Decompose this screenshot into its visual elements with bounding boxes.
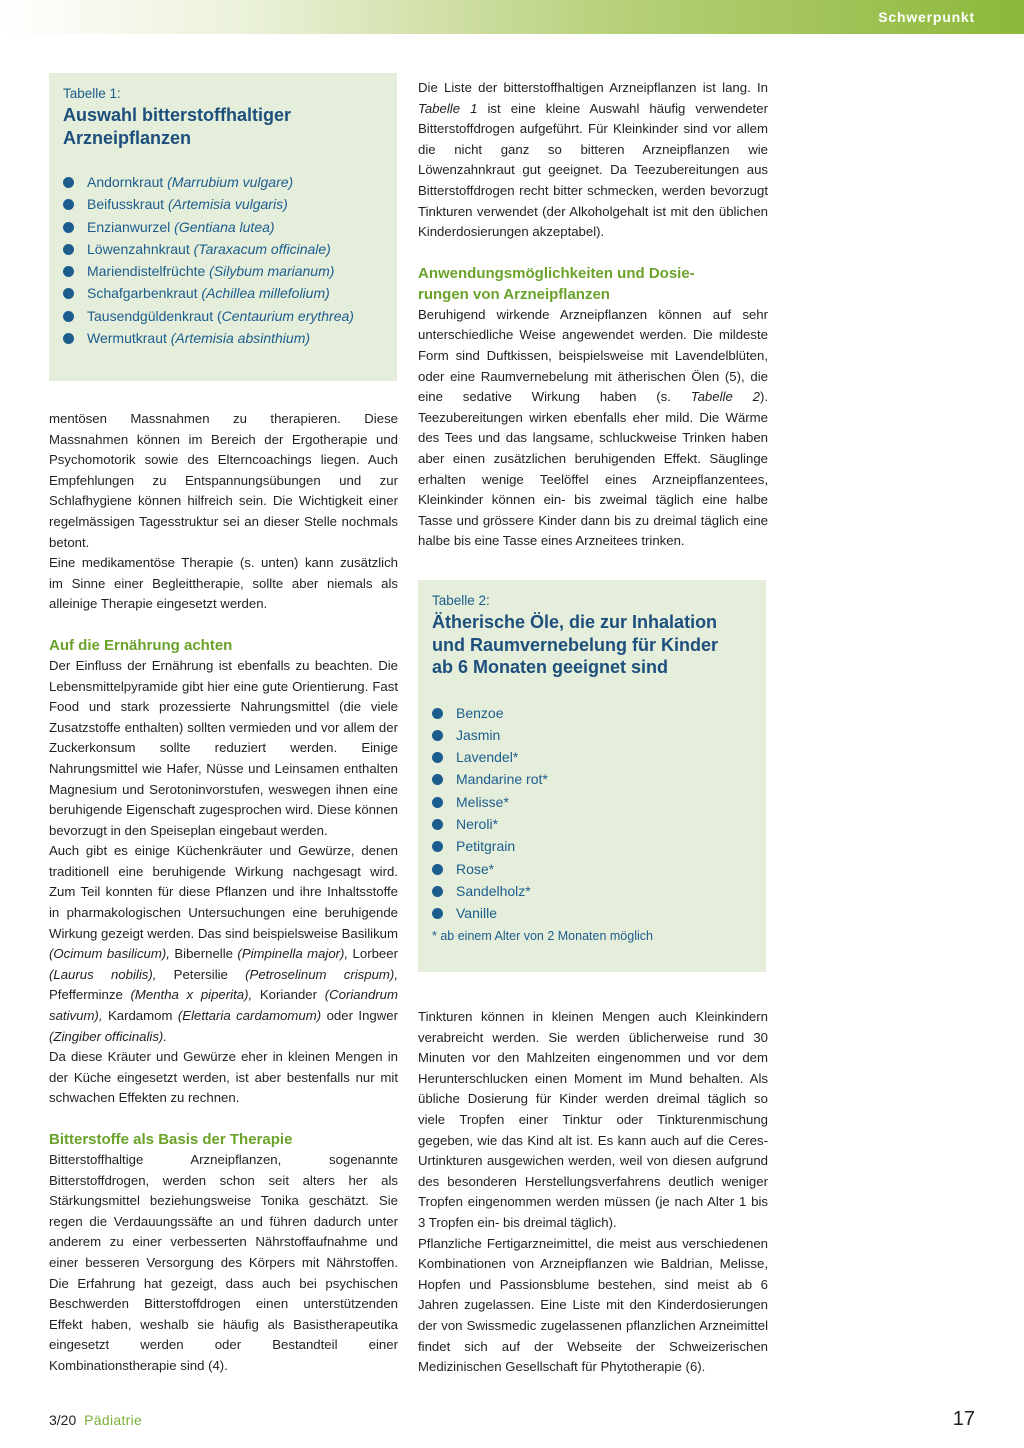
paragraph: Da diese Kräuter und Gewürze eher in kleinen Mengen in der Küche eingesetzt werden, ist aber bestenfalls nur mit schwachen Effekten zu rechnen. xyxy=(49,1049,398,1106)
bullet-icon xyxy=(63,222,74,233)
table-2-item: Jasmin xyxy=(432,724,752,746)
paragraph: mentösen Massnahmen zu therapieren. Diese Massnahmen können im Bereich der Ergotherapie und Psychomotorik sowie des Elterncoachings liegen. Auch Empfehlungen zu Entspannungsübungen und zur Schlafhygiene können hilfreich sein. Die Wichtigkeit einer regelmässigen Tagesstruktur sei an dieser Stelle nochmals betont. xyxy=(49,411,398,550)
bullet-icon xyxy=(63,288,74,299)
bullet-icon xyxy=(432,819,443,830)
bullet-icon xyxy=(63,177,74,188)
heading-ernaehrung: Auf die Ernährung achten xyxy=(49,636,233,654)
bullet-icon xyxy=(432,864,443,875)
table-2-item: Vanille xyxy=(432,902,752,924)
table-2-item: Benzoe xyxy=(432,702,752,724)
table-1-item: Enzianwurzel (Gentiana lutea) xyxy=(63,216,383,238)
footer-issue: 3/20 Pädiatrie xyxy=(49,1412,143,1428)
table-1-label: Tabelle 1: xyxy=(63,86,121,101)
bullet-icon xyxy=(432,908,443,919)
bullet-icon xyxy=(63,333,74,344)
heading-bitterstoffe: Bitterstoffe als Basis der Therapie xyxy=(49,1131,293,1148)
page-number: 17 xyxy=(952,1408,975,1430)
bullet-icon xyxy=(63,244,74,255)
bullet-icon xyxy=(63,311,74,322)
bullet-icon xyxy=(432,841,443,852)
right-column-bottom xyxy=(418,1007,768,1378)
table-2-item: Neroli* xyxy=(432,813,752,835)
bullet-icon xyxy=(63,266,74,277)
bullet-icon xyxy=(432,730,443,741)
bullet-icon xyxy=(432,752,443,763)
header-bar xyxy=(0,0,1024,34)
paragraph: Tinkturen können in kleinen Mengen auch Kleinkindern verabreicht werden. Sie werden üblicherweise rund 30 Minuten vor den Mahlzeiten eingenommen und vor dem Herunterschlucken einen Moment im Mund behalten. Als übliche Dosierung für Kinder werden dreimal täglich so viele Tropfen einer Tinktur oder Tinkturenmischung gegeben, wie das Kind alt ist. Es kann auch auf die Ceres-Urtinkturen ausgewichen werden, weil von diesen aufgrund des besonderen Herstellungsverfahrens deutlich weniger Tropfen eingenommen werden müssen (je nach Alter 1 bis 3 Tropfen ein- bis dreimal täglich). xyxy=(418,1009,768,1230)
table-2-box xyxy=(418,580,766,972)
heading-anwendung: Anwendungsmöglichkeiten und Dosie- rungen von Arzneipflanzen xyxy=(418,264,695,303)
paragraph: Eine medikamentöse Therapie (s. unten) kann zusätzlich im Sinne einer Begleittherapie, sollte aber niemals als alleinige Therapie eingesetzt werden. xyxy=(49,555,398,612)
bullet-icon xyxy=(63,199,74,210)
bullet-icon xyxy=(432,797,443,808)
right-column-top xyxy=(418,78,768,552)
paragraph: Bitterstoffhaltige Arzneipflanzen, sogenannte Bitterstoffdrogen, werden schon seit alters her als Stärkungsmittel beziehungsweise Tonika geschätzt. Sie regen die Verdauungssäfte an und führen dadurch unter anderem zu einer verbesserten Nährstoffaufnahme und einer besseren Versorgung des Körpers mit Nährstoffen. Die Erfahrung hat gezeigt, dass auch bei psychischen Beschwerden Bitterstoffdrogen einen unterstützenden Effekt haben, weshalb sie häufig als Basistherapeutika eingesetzt werden oder Bestandteil einer Kombinationstherapie sind (4). xyxy=(49,1152,398,1373)
table-1-item: Löwenzahnkraut (Taraxacum officinale) xyxy=(63,238,383,260)
table-1-item: Beifusskraut (Artemisia vulgaris) xyxy=(63,193,383,215)
table-2-footnote: * ab einem Alter von 2 Monaten möglich xyxy=(432,929,653,944)
paragraph: Der Einfluss der Ernährung ist ebenfalls zu beachten. Die Lebensmittelpyramide gibt hier eine gute Orientierung. Fast Food und stark prozessierte Nahrungsmittel (die viele Zusatzstoffe enthalten) sollten vermieden und vor allem der Zuckerkonsum sollte reduziert werden. Einige Nahrungsmittel wie Hafer, Nüsse und Leinsamen enthalten Magnesium und Serotoninvorstufen, weswegen ihnen eine beruhigende Eigenschaft zugesprochen wird. Diese können bevorzugt in den Speiseplan eingebaut werden. xyxy=(49,657,398,838)
table-1-box xyxy=(49,73,397,381)
table-1-title: Auswahl bitterstoffhaltiger Arzneipflanzen xyxy=(63,105,292,148)
table-2-item: Melisse* xyxy=(432,791,752,813)
paragraph: Die Liste der bitterstoffhaltigen Arzneipflanzen ist lang. In Tabelle 1 ist eine kleine Auswahl häufig verwendeter Bitterstoffdrogen aufgeführt. Für Kleinkinder sind vor allem die nicht ganz so bitteren Arzneipflanzen wie Löwenzahnkraut gut geeignet. Da Teezubereitungen aus Bitterstoffdrogen recht bitter schmecken, werden bevorzugt Tinkturen verwendet (der Alkoholgehalt ist mit den üblichen Kinderdosierungen akzeptabel). xyxy=(418,80,768,240)
paragraph: Auch gibt es einige Küchenkräuter und Gewürze, denen traditionell eine beruhigende Wirkung nachgesagt wird. Zum Teil konnten für diese Pflanzen und ihre Inhaltsstoffe in pharmakologischen Untersuchungen eine beruhigende Wirkung gezeigt werden. Das sind beispielsweise Basilikum (Ocimum basilicum), Bibernelle (Pimpinella major), Lorbeer (Laurus nobilis), Petersilie (Petroselinum crispum), Pfefferminze (Mentha x piperita), Koriander (Coriandrum sativum), Kardamom (Elettaria cardamomum) oder Ingwer (Zingiber officinalis). xyxy=(49,843,399,1044)
table-1-list xyxy=(63,171,383,349)
table-2-item: Sandelholz* xyxy=(432,880,752,902)
table-1-item: Tausendgüldenkraut (Centaurium erythrea) xyxy=(63,305,383,327)
section-label: Schwerpunkt xyxy=(878,9,975,25)
table-2-item: Lavendel* xyxy=(432,746,752,768)
table-2-item: Mandarine rot* xyxy=(432,768,752,790)
table-2-item: Rose* xyxy=(432,858,752,880)
bullet-icon xyxy=(432,774,443,785)
paragraph: Beruhigend wirkende Arzneipflanzen können auf sehr unterschiedliche Weise angewendet werden. Die mildeste Form sind Duftkissen, beispielsweise mit Lavendelblüten, oder eine Raumvernebelung mit ätherischen Ölen (5), die eine sedative Wirkung haben (s. Tabelle 2). Teezubereitungen wirken ebenfalls eher mild. Die Wärme des Tees und das langsame, schluckweise Trinken haben aber einen zusätzlichen beruhigenden Effekt. Säuglinge erhalten wenige Teelöffel eines Arzneipflanzentees, Kleinkinder können ein- bis zweimal täglich eine halbe Tasse und grössere Kinder dann bis zu dreimal täglich eine halbe bis eine Tasse eines Arzneitees trinken. xyxy=(418,306,768,549)
table-2-title: Ätherische Öle, die zur Inhalation und Raumvernebelung für Kinder ab 6 Monaten geeignet sind xyxy=(432,612,719,677)
table-2-item: Petitgrain xyxy=(432,835,752,857)
table-1-item: Schafgarbenkraut (Achillea millefolium) xyxy=(63,282,383,304)
paragraph: Pflanzliche Fertigarzneimittel, die meist aus verschiedenen Kombinationen von Arzneipflanzen wie Baldrian, Melisse, Hopfen und Passionsblume bestehen, sind meist ab 6 Jahren zugelassen. Eine Liste mit den Kinderdosierungen der von Swissmedic zugelassenen pflanzlichen Arzneimittel findet sich auf der Webseite der Schweizerischen Medizinischen Gesellschaft für Phytotherapie (6). xyxy=(418,1235,768,1375)
table-1-item: Mariendistelfrüchte (Silybum marianum) xyxy=(63,260,383,282)
bullet-icon xyxy=(432,708,443,719)
table-2-list xyxy=(432,702,752,925)
bullet-icon xyxy=(432,886,443,897)
table-1-item: Wermutkraut (Artemisia absinthium) xyxy=(63,327,383,349)
table-2-label: Tabelle 2: xyxy=(432,593,490,608)
left-column xyxy=(49,409,398,1377)
table-1-item: Andornkraut (Marrubium vulgare) xyxy=(63,171,383,193)
